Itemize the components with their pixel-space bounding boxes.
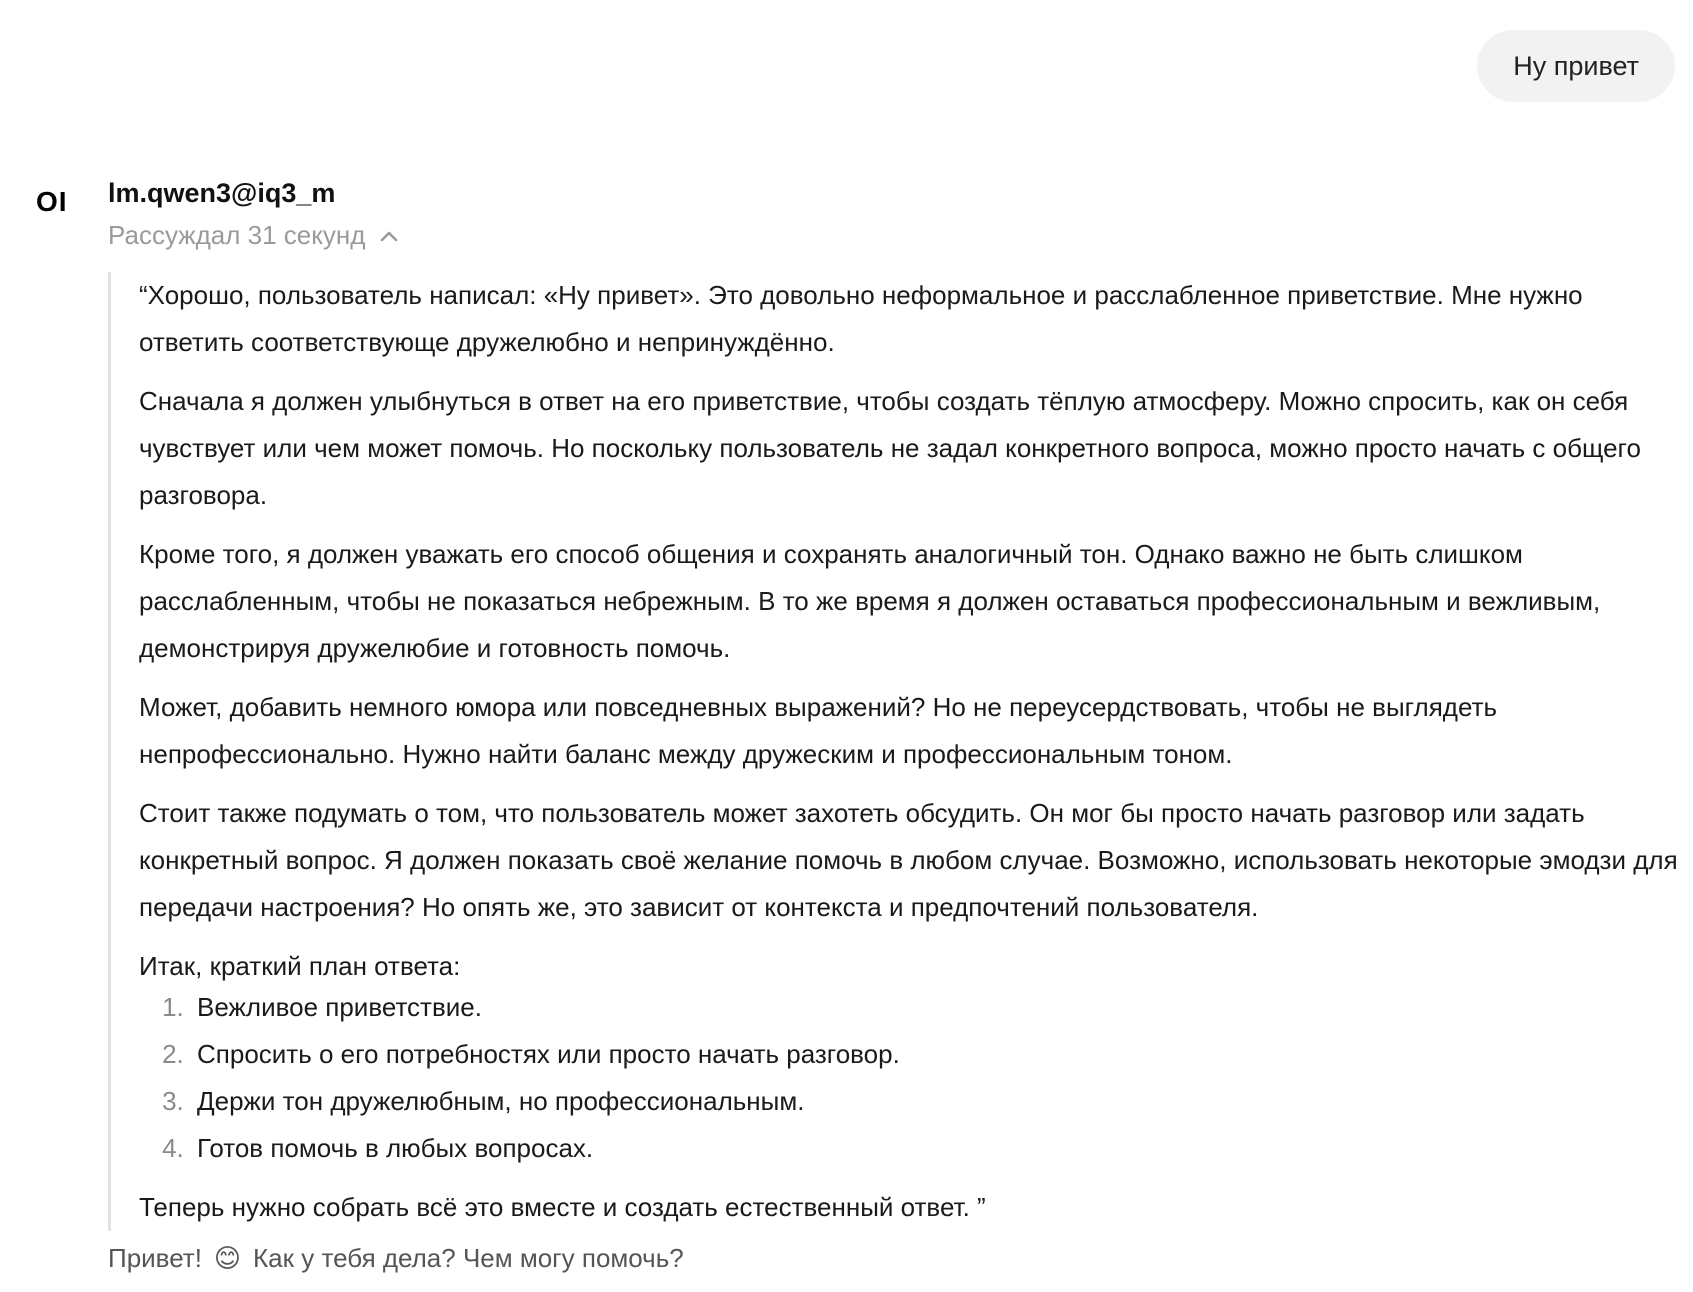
answer-text: Как у тебя дела? Чем могу помочь? (253, 1243, 684, 1273)
reasoning-toggle-button[interactable] (108, 220, 399, 251)
reasoning-paragraph: “Хорошо, пользователь написал: «Ну привет». Это довольно неформальное и расслабленное приветствие. Мне нужно ответить соответствующе дружелюбно и непринуждённо. (139, 280, 1583, 357)
reasoning-plan-list (139, 984, 1678, 1172)
user-message-text: Ну привет (1513, 50, 1639, 81)
reasoning-duration-label: Рассуждал 31 секунд (108, 220, 366, 250)
assistant-answer (108, 1238, 684, 1278)
answer-greeting: Привет! (108, 1243, 202, 1273)
plan-item: 4. Готов помочь в любых вопросах. (191, 1125, 1678, 1172)
model-name: lm.qwen3@iq3_m (108, 178, 336, 208)
reasoning-paragraph: Стоит также подумать о том, что пользователь может захотеть обсудить. Он мог бы просто начать разговор или задать конкретный вопрос. Я должен показать своё желание помочь в любом случае. Возможно, использовать некоторые эмодзи для передачи настроения? Но опять же, это зависит от контекста и предпочтений пользователя. (139, 798, 1678, 922)
reasoning-paragraph: Может, добавить немного юмора или повседневных выражений? Но не переусердствовать, чтобы не выглядеть непрофессионально. Нужно найти баланс между дружеским и профессиональным тоном. (139, 692, 1498, 769)
smiling-face-icon: 😊 (213, 1243, 242, 1273)
reasoning-plan-intro: Итак, краткий план ответа: (139, 951, 461, 981)
reasoning-content (108, 272, 1678, 1231)
plan-item: 2. Спросить о его потребностях или просто начать разговор. (191, 1031, 1678, 1078)
plan-item: 3. Держи тон дружелюбным, но профессиональным. (191, 1078, 1678, 1125)
model-avatar: OI (36, 186, 68, 217)
reasoning-paragraph: Сначала я должен улыбнуться в ответ на его приветствие, чтобы создать тёплую атмосферу. Можно спросить, как он себя чувствует или чем может помочь. Но поскольку пользователь не задал конкретного вопроса, можно просто начать с общего разговора. (139, 386, 1641, 510)
reasoning-closing: Теперь нужно собрать всё это вместе и создать естественный ответ. ” (139, 1192, 986, 1222)
chevron-up-icon (379, 229, 399, 243)
user-message-bubble (1477, 30, 1675, 102)
reasoning-paragraph: Кроме того, я должен уважать его способ общения и сохранять аналогичный тон. Однако важно не быть слишком расслабленным, чтобы не показаться небрежным. В то же время я должен оставаться профессиональным и вежливым, демонстрируя дружелюбие и готовность помочь. (139, 539, 1601, 663)
plan-item: 1. Вежливое приветствие. (191, 984, 1678, 1031)
